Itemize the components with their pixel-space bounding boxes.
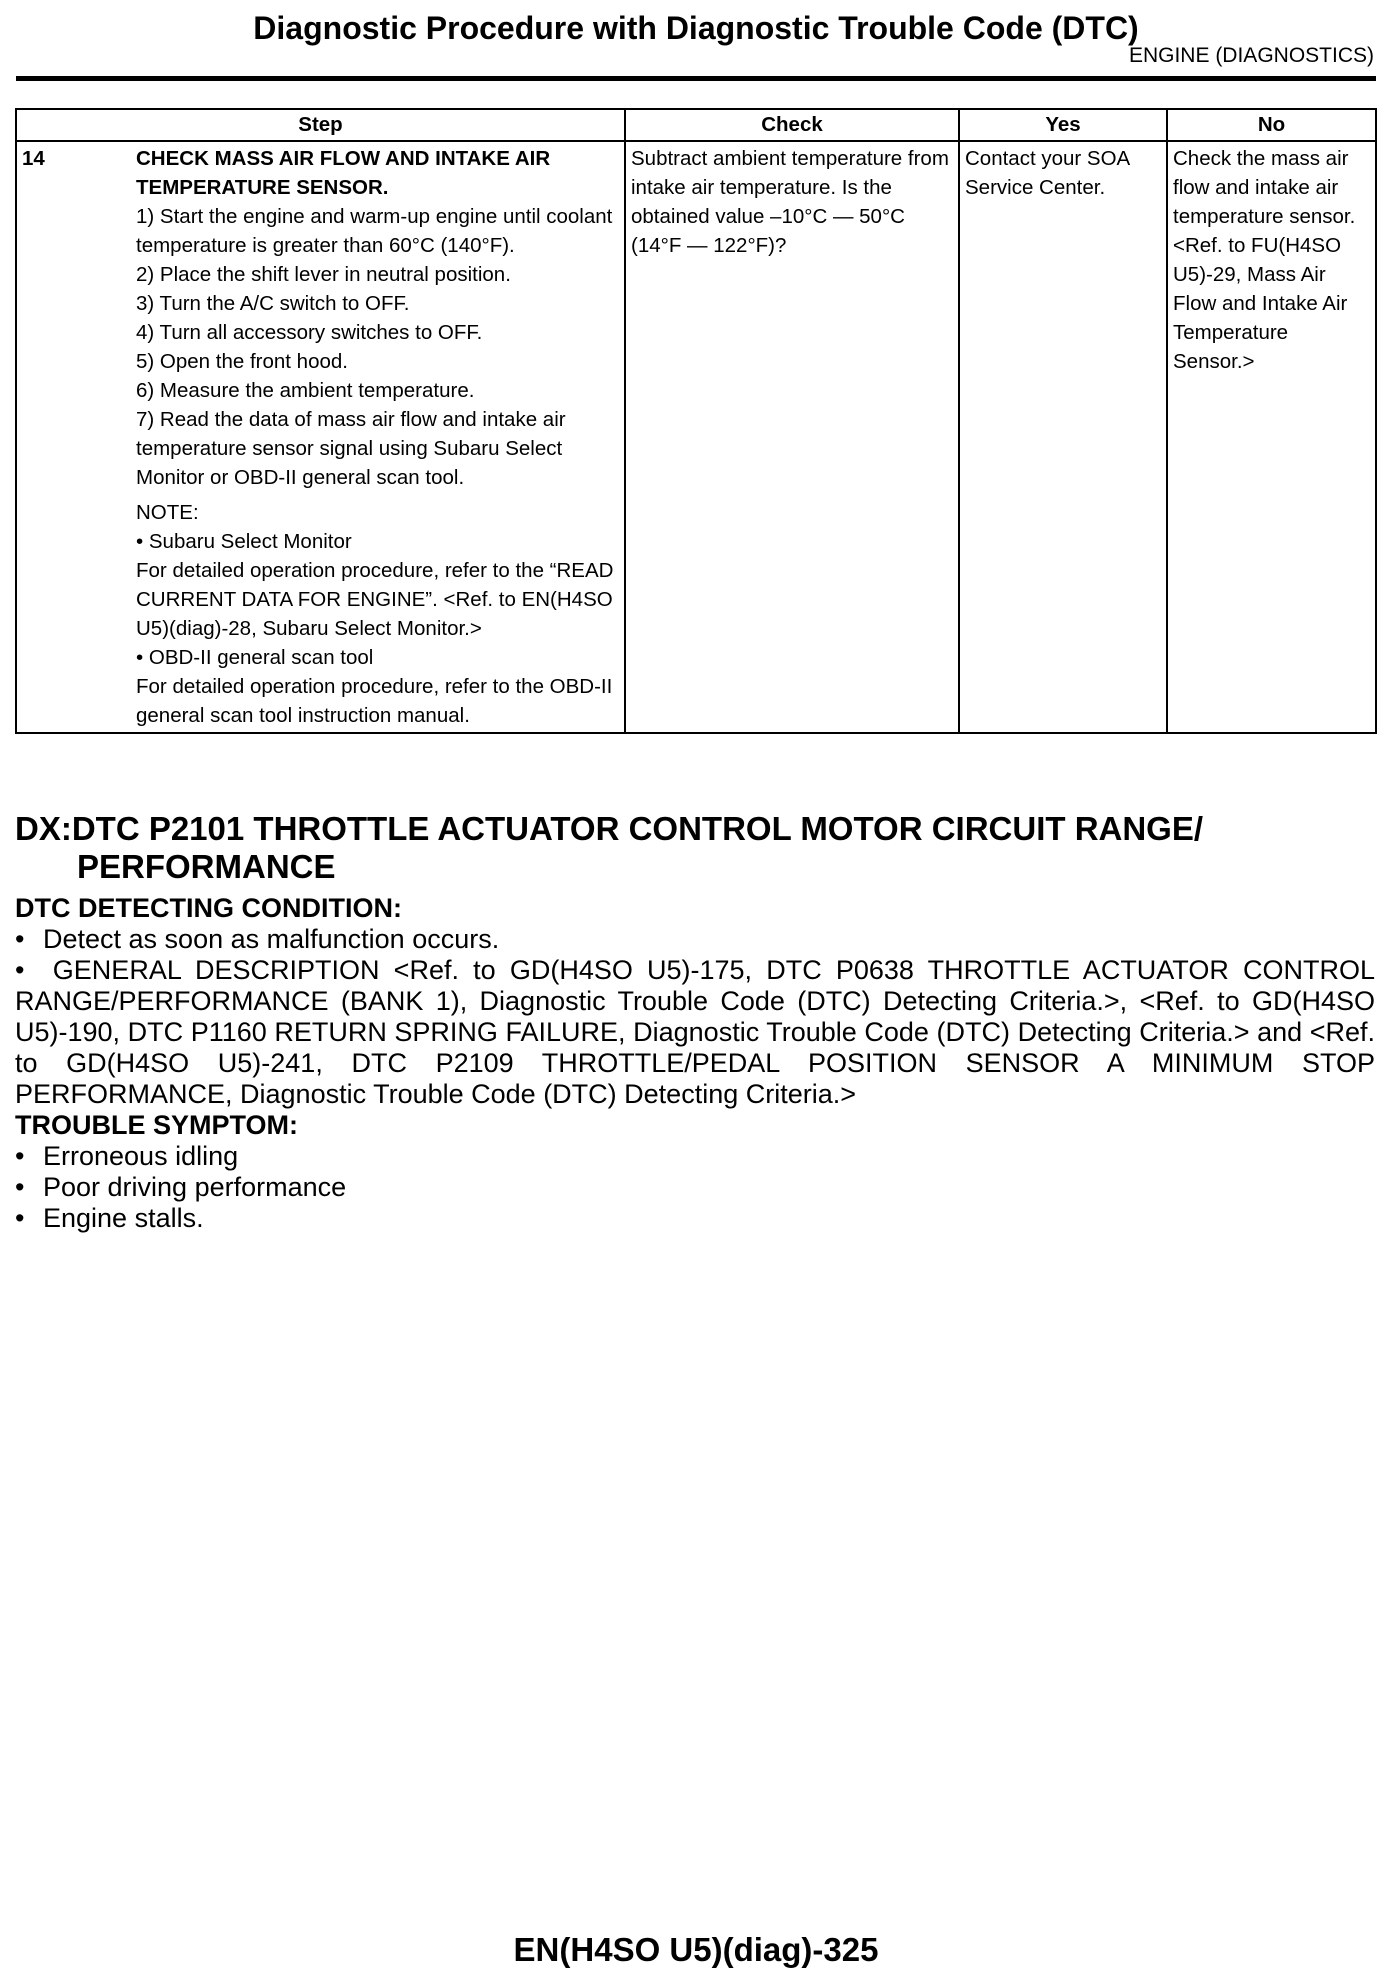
- step-instruction-1: 1) Start the engine and warm-up engine until coolant temperature is greater than 60°C (140°F).: [136, 205, 613, 257]
- bullet-icon: •: [15, 924, 25, 954]
- page-number: EN(H4SO U5)(diag)-325: [513, 1931, 879, 1968]
- note-item-2: • OBD-II general scan tool: [136, 646, 374, 669]
- list-item: [15, 1203, 1375, 1234]
- list-item: [15, 924, 1375, 955]
- column-header-yes: Yes: [959, 109, 1167, 141]
- note-label: NOTE:: [136, 501, 199, 524]
- step-cell: [16, 141, 625, 733]
- yes-cell: Contact your SOA Service Center.: [959, 141, 1167, 733]
- detect-item-1: Detect as soon as malfunction occurs.: [43, 924, 500, 954]
- symptom-item-3: Engine stalls.: [43, 1203, 204, 1233]
- header-rule: [16, 76, 1376, 81]
- check-cell: Subtract ambient temperature from intake air temperature. Is the obtained value –10°C — 50°C (14°F — 122°F)?: [625, 141, 959, 733]
- symptom-item-2: Poor driving performance: [43, 1172, 347, 1202]
- step-instruction-3: 3) Turn the A/C switch to OFF.: [136, 292, 410, 315]
- column-header-check: Check: [625, 109, 959, 141]
- page-title: Diagnostic Procedure with Diagnostic Trouble Code (DTC): [253, 10, 1139, 46]
- bullet-icon: •: [15, 1172, 25, 1202]
- step-instruction-5: 5) Open the front hood.: [136, 350, 348, 373]
- table-header-row: [16, 109, 1376, 141]
- procedure-table: [15, 108, 1377, 734]
- bullet-icon: •: [15, 1203, 25, 1233]
- section-title-line-1: DX:DTC P2101 THROTTLE ACTUATOR CONTROL MOTOR CIRCUIT RANGE/: [15, 810, 1204, 847]
- symptom-item-1: Erroneous idling: [43, 1141, 239, 1171]
- note-text-1: For detailed operation procedure, refer to the “READ CURRENT DATA FOR ENGINE”. <Ref. to EN(H4SO U5)(diag)-28, Subaru Select Monitor.>: [136, 559, 614, 640]
- step-instruction-2: 2) Place the shift lever in neutral position.: [136, 263, 511, 286]
- detect-item-2: GENERAL DESCRIPTION <Ref. to GD(H4SO U5)-175, DTC P0638 THROTTLE ACTUATOR CONTROL RANGE/PERFORMANCE (BANK 1), Diagnostic Trouble Code (DTC) Detecting Criteria.>, <Ref. to GD(H4SO U5)-190, DTC P1160 RETURN SPRING FAILURE, Diagnostic Trouble Code (DTC) Detecting Criteria.> and <Ref. to GD(H4SO U5)-241, DTC P2109 THROTTLE/PEDAL POSITION SENSOR A MINIMUM STOP PERFORMANCE, Diagnostic Trouble Code (DTC) Detecting Criteria.>: [15, 955, 1375, 1109]
- note-item-1: • Subaru Select Monitor: [136, 530, 352, 553]
- column-header-step: Step: [16, 109, 625, 141]
- dtc-detecting-condition-heading: DTC DETECTING CONDITION:: [15, 893, 402, 923]
- column-header-no: No: [1167, 109, 1376, 141]
- bullet-icon: •: [15, 955, 53, 985]
- list-item: [15, 1141, 1375, 1172]
- section-title: [15, 810, 1380, 886]
- section-body: [15, 893, 1375, 1234]
- step-title-line-1: CHECK MASS AIR FLOW AND INTAKE AIR: [136, 147, 551, 170]
- list-item: [15, 955, 1375, 1110]
- table-row: [16, 141, 1376, 733]
- no-cell: Check the mass air flow and intake air temperature sensor. <Ref. to FU(H4SO U5)-29, Mass Air Flow and Intake Air Temperature Sensor.>: [1167, 141, 1376, 733]
- bullet-icon: •: [15, 1141, 25, 1171]
- step-number: 14: [22, 147, 45, 170]
- list-item: [15, 1172, 1375, 1203]
- note-text-2: For detailed operation procedure, refer to the OBD-II general scan tool instruction manual.: [136, 675, 613, 727]
- step-instruction-4: 4) Turn all accessory switches to OFF.: [136, 321, 483, 344]
- step-title-line-2: TEMPERATURE SENSOR.: [136, 176, 389, 199]
- step-instruction-7: 7) Read the data of mass air flow and intake air temperature sensor signal using Subaru Select Monitor or OBD-II general scan tool.: [136, 408, 566, 489]
- step-instruction-6: 6) Measure the ambient temperature.: [136, 379, 475, 402]
- trouble-symptom-heading: TROUBLE SYMPTOM:: [15, 1110, 298, 1140]
- section-title-line-2: PERFORMANCE: [77, 848, 336, 885]
- page-subtitle: ENGINE (DIAGNOSTICS): [1128, 44, 1374, 67]
